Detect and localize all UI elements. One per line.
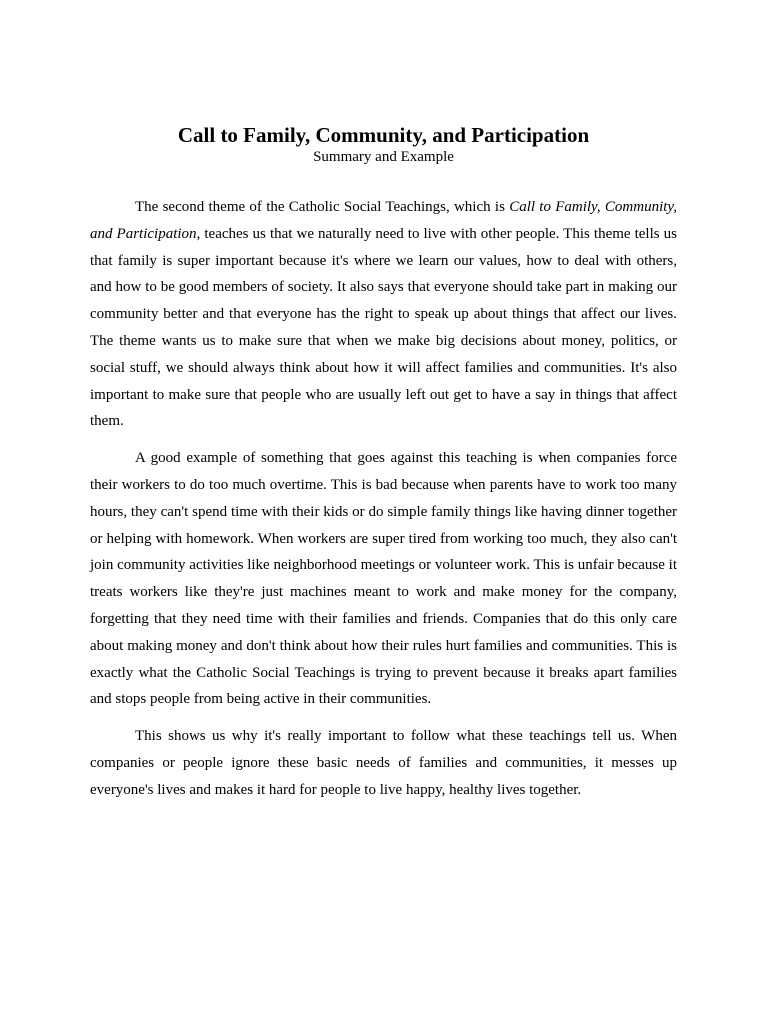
paragraph-text: The second theme of the Catholic Social Teachings, which is — [135, 199, 510, 215]
theme-name-italic: Call to Family, Community, and Participation — [90, 199, 677, 242]
paragraph-conclusion: This shows us why it's really important to follow what these teachings tell us. When companies or people ignore these basic needs of families and communities, it messes up everyone's lives and makes it hard for people to live happy, healthy lives together. — [90, 728, 677, 798]
document-page — [90, 120, 677, 804]
paragraph-summary — [90, 194, 677, 435]
paragraph-example: A good example of something that goes against this teaching is when companies force their workers to do too much overtime. This is bad because when parents have to work too many hours, they can't spend time with their kids or do simple family things like having dinner together or helping with homework. When workers are super tired from working too much, they also can't join community activities like neighborhood meetings or volunteer work. This is unfair because it treats workers like they're just machines meant to work and make money for the company, forgetting that they need time with their families and friends. Companies that do this only care about making money and don't think about how their rules hurt families and communities. This is exactly what the Catholic Social Teachings is trying to prevent because it breaks apart families and stops people from being active in their communities. — [90, 450, 677, 708]
paragraph-text: , teaches us that we naturally need to live with other people. This theme tells us that family is super important because it's where we learn our values, how to deal with others, and how to be good members of society. It also says that everyone should take part in making our community better and that everyone has the right to speak up about things that affect our lives. The theme wants us to make sure that when we make big decisions about money, politics, or social stuff, we should always think about how it will affect families and communities. It's also important to make sure that people who are usually left out get to have a say in things that affect them. — [90, 225, 677, 430]
document-title: Call to Family, Community, and Participation — [177, 123, 590, 147]
document-subtitle: Summary and Example — [313, 149, 454, 165]
